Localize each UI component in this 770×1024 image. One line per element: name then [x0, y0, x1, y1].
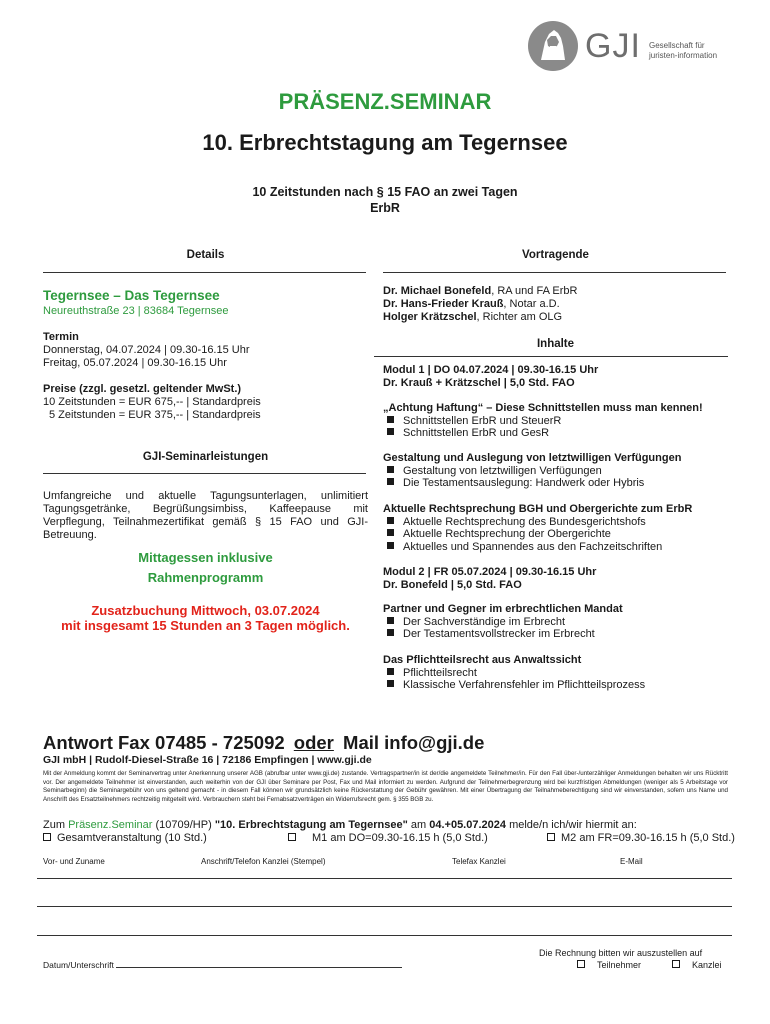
list-item: Pflichtteilsrecht: [383, 667, 728, 680]
form-line-3[interactable]: [37, 935, 732, 936]
inhalte-heading: Inhalte: [536, 338, 575, 350]
col-fax-label: Telefax Kanzlei: [452, 857, 506, 866]
list-item: Schnittstellen ErbR und SteuerR: [383, 415, 728, 428]
col-email-label: E-Mail: [620, 857, 643, 866]
checkbox-icon[interactable]: [43, 833, 51, 841]
speaker-name: Holger Krätzschel: [383, 311, 477, 323]
signature-field[interactable]: [43, 960, 402, 970]
speaker-name: Dr. Hans-Frieder Krauß: [383, 298, 504, 310]
topic-title: „Achtung Haftung“ – Diese Schnittstellen muss man kennen!: [383, 402, 703, 414]
page-title: 10. Erbrechtstagung am Tegernsee: [202, 130, 568, 155]
inhalte-divider: [374, 356, 728, 357]
form-line-2[interactable]: [37, 906, 732, 907]
list-item: Klassische Verfahrensfehler im Pflichtteilsprozess: [383, 679, 728, 692]
rechnung-label: Die Rechnung bitten wir auszustellen auf: [539, 948, 703, 958]
fine-print: Mit der Anmeldung kommt der Seminarvertrag unter Anerkennung unserer AGB (abrufbar unter www.gji.de) zustande. Vertragspartner/in ist der/die angemeldete Teilnehmer/in. Für den Fall über-/unterzähliger Anmeldungen behalten wir uns Rücktritt vor. Der angemeldete Teilnehmer ist einverstanden, auch weiterhin von der GJI über Seminare per Post, Fax und Mail informiert zu werden. Aufgrund der Teilnehmerbegrenzung wird bei kurzfristigen Abmeldungen (weniger als 5 Arbeitstage vor Seminarbeginn) die Seminargebühr von uns geltend gemacht - in diesem Fall können wir grundsätzlich keine Rückerstattung der Gebühr gewähren. Mit einer Übertragung der Teilnahmeberechtigung sind wir einverstanden, sofern uns Name und Anschrift des Ersatzteilnehmers rechtzeitig mitgeteilt wird. Verbrauchern steht bei Fernabsatzverträgen ein Widerrufsrecht gem. § 355 BGB zu.: [43, 770, 728, 804]
list-item: Schnittstellen ErbR und GesR: [383, 427, 728, 440]
col-name-label: Vor- und Zuname: [43, 857, 105, 866]
speaker-role: , Richter am OLG: [476, 311, 563, 323]
modul2-header: [383, 566, 728, 591]
preis-5h: 5 Zeitstunden = EUR 375,-- | Standardpreis: [49, 409, 261, 421]
modul1-speakers: Dr. Krauß + Krätzschel | 5,0 Std. FAO: [383, 376, 575, 389]
topic-title: Gestaltung und Auslegung von letztwilligen Verfügungen: [383, 452, 682, 464]
logo-tagline-1: Gesellschaft für: [649, 41, 705, 50]
leistungen-text: Umfangreiche und aktuelle Tagungsunterlagen, unlimitiert Tagungsgetränke, Begrüßungsimbiss, Kaffeepause mit Verpflegung, Teilnahmezertifikat gemäß § 15 FAO und GJI-Betreuung.: [43, 490, 368, 541]
modul2-time: Modul 2 | FR 05.07.2024 | 09.30-16.15 Uhr: [383, 566, 597, 578]
modul1-time: Modul 1 | DO 04.07.2024 | 09.30-16.15 Uhr: [383, 364, 599, 376]
extra-booking-line-1: Zusatzbuchung Mittwoch, 03.07.2024: [91, 603, 320, 618]
topic-haftung: [383, 402, 728, 440]
lunch-line-1: Mittagessen inklusive: [138, 550, 273, 565]
praesenz-label: Präsenz.Seminar: [68, 819, 153, 831]
termin-label: Termin: [43, 331, 79, 343]
registration-title: "10. Erbrechtstagung am Tegernsee": [214, 819, 408, 831]
option-m2[interactable]: M2 am FR=09.30-16.15 h (5,0 Std.): [547, 832, 735, 844]
details-divider: [43, 272, 366, 273]
subtitle-field: ErbR: [370, 201, 400, 215]
topic-pflichtteil: [383, 654, 728, 692]
termin-day1: Donnerstag, 04.07.2024 | 09.30-16.15 Uhr: [43, 344, 250, 356]
modul2-speakers: Dr. Bonefeld | 5,0 Std. FAO: [383, 578, 522, 591]
antwort-oder: oder: [293, 732, 334, 753]
checkbox-icon[interactable]: [577, 960, 585, 968]
list-item: Die Testamentsauslegung: Handwerk oder Hybris: [383, 477, 728, 490]
speaker-2: [383, 298, 560, 311]
speakers-divider: [383, 272, 726, 273]
leistungen-heading: GJI-Seminarleistungen: [142, 451, 269, 463]
antwort-line: [43, 732, 484, 754]
topic-gestaltung: [383, 452, 728, 490]
list-item: Der Sachverständige im Erbrecht: [383, 616, 728, 629]
speaker-name: Dr. Michael Bonefeld: [383, 285, 492, 297]
preis-10h: 10 Zeitstunden = EUR 675,-- | Standardpreis: [43, 396, 261, 408]
extra-booking-line-2: mit insgesamt 15 Stunden an 3 Tagen möglich.: [61, 618, 350, 633]
list-item: Gestaltung von letztwilligen Verfügungen: [383, 465, 728, 478]
speaker-role: , RA und FA ErbR: [491, 285, 578, 297]
checkbox-icon[interactable]: [288, 833, 296, 841]
logo: [527, 20, 742, 75]
speaker-role: , Notar a.D.: [503, 298, 560, 310]
antwort-fax: Antwort Fax 07485 - 725092: [43, 732, 285, 753]
option-teilnehmer[interactable]: Teilnehmer: [577, 960, 641, 970]
option-gesamt[interactable]: Gesamtveranstaltung (10 Std.): [43, 832, 207, 844]
venue-name: Tegernsee – Das Tegernsee: [43, 288, 220, 303]
speaker-1: [383, 285, 577, 298]
list-item: Aktuelles und Spannendes aus den Fachzeitschriften: [383, 541, 728, 554]
subtitle-hours: 10 Zeitstunden nach § 15 FAO an zwei Tagen: [252, 185, 518, 199]
details-heading: Details: [186, 249, 225, 261]
leistungen-divider: [43, 473, 366, 474]
registration-line: Zum Präsenz.Seminar (10709/HP) "10. Erbrechtstagung am Tegernsee" am 04.+05.07.2024 melde/n ich/wir hiermit an:: [43, 819, 637, 831]
checkbox-icon[interactable]: [547, 833, 555, 841]
registration-dates: 04.+05.07.2024: [429, 819, 507, 831]
list-item: Aktuelle Rechtsprechung der Obergerichte: [383, 528, 728, 541]
checkbox-icon[interactable]: [672, 960, 680, 968]
venue-address: Neureuthstraße 23 | 83684 Tegernsee: [43, 305, 229, 317]
speaker-3: [383, 311, 562, 324]
list-item: Der Testamentsvollstrecker im Erbrecht: [383, 628, 728, 641]
preise-label: Preise (zzgl. gesetzl. geltender MwSt.): [43, 383, 242, 395]
antwort-mail-link[interactable]: Mail info@gji.de: [343, 732, 485, 753]
topic-mandat: [383, 603, 728, 641]
option-kanzlei[interactable]: Kanzlei: [672, 960, 722, 970]
list-item: Aktuelle Rechtsprechung des Bundesgerichtshofs: [383, 516, 728, 529]
modul1-header: [383, 364, 728, 389]
logo-wordmark: GJI: [585, 27, 641, 65]
seminar-kicker: PRÄSENZ.SEMINAR: [278, 89, 492, 114]
logo-tagline-2: juristen-information: [649, 51, 718, 60]
topic-title: Partner und Gegner im erbrechtlichen Mandat: [383, 603, 623, 615]
topic-title: Das Pflichtteilsrecht aus Anwaltssicht: [383, 654, 582, 666]
termin-day2: Freitag, 05.07.2024 | 09.30-16.15 Uhr: [43, 357, 227, 369]
speakers-heading: Vortragende: [522, 249, 589, 261]
gji-logo-emblem-icon: [527, 20, 579, 72]
topic-rechtsprechung: [383, 503, 728, 553]
form-line-1[interactable]: [37, 878, 732, 879]
col-address-label: Anschrift/Telefon Kanzlei (Stempel): [201, 857, 326, 866]
lunch-line-2: Rahmenprogramm: [147, 570, 264, 585]
option-m1[interactable]: M1 am DO=09.30-16.15 h (5,0 Std.): [288, 832, 488, 844]
datum-label: Datum/Unterschrift: [43, 960, 114, 970]
company-line: GJI mbH | Rudolf-Diesel-Straße 16 | 72186 Empfingen | www.gji.de: [43, 754, 372, 766]
topic-title: Aktuelle Rechtsprechung BGH und Obergerichte zum ErbR: [383, 503, 693, 515]
